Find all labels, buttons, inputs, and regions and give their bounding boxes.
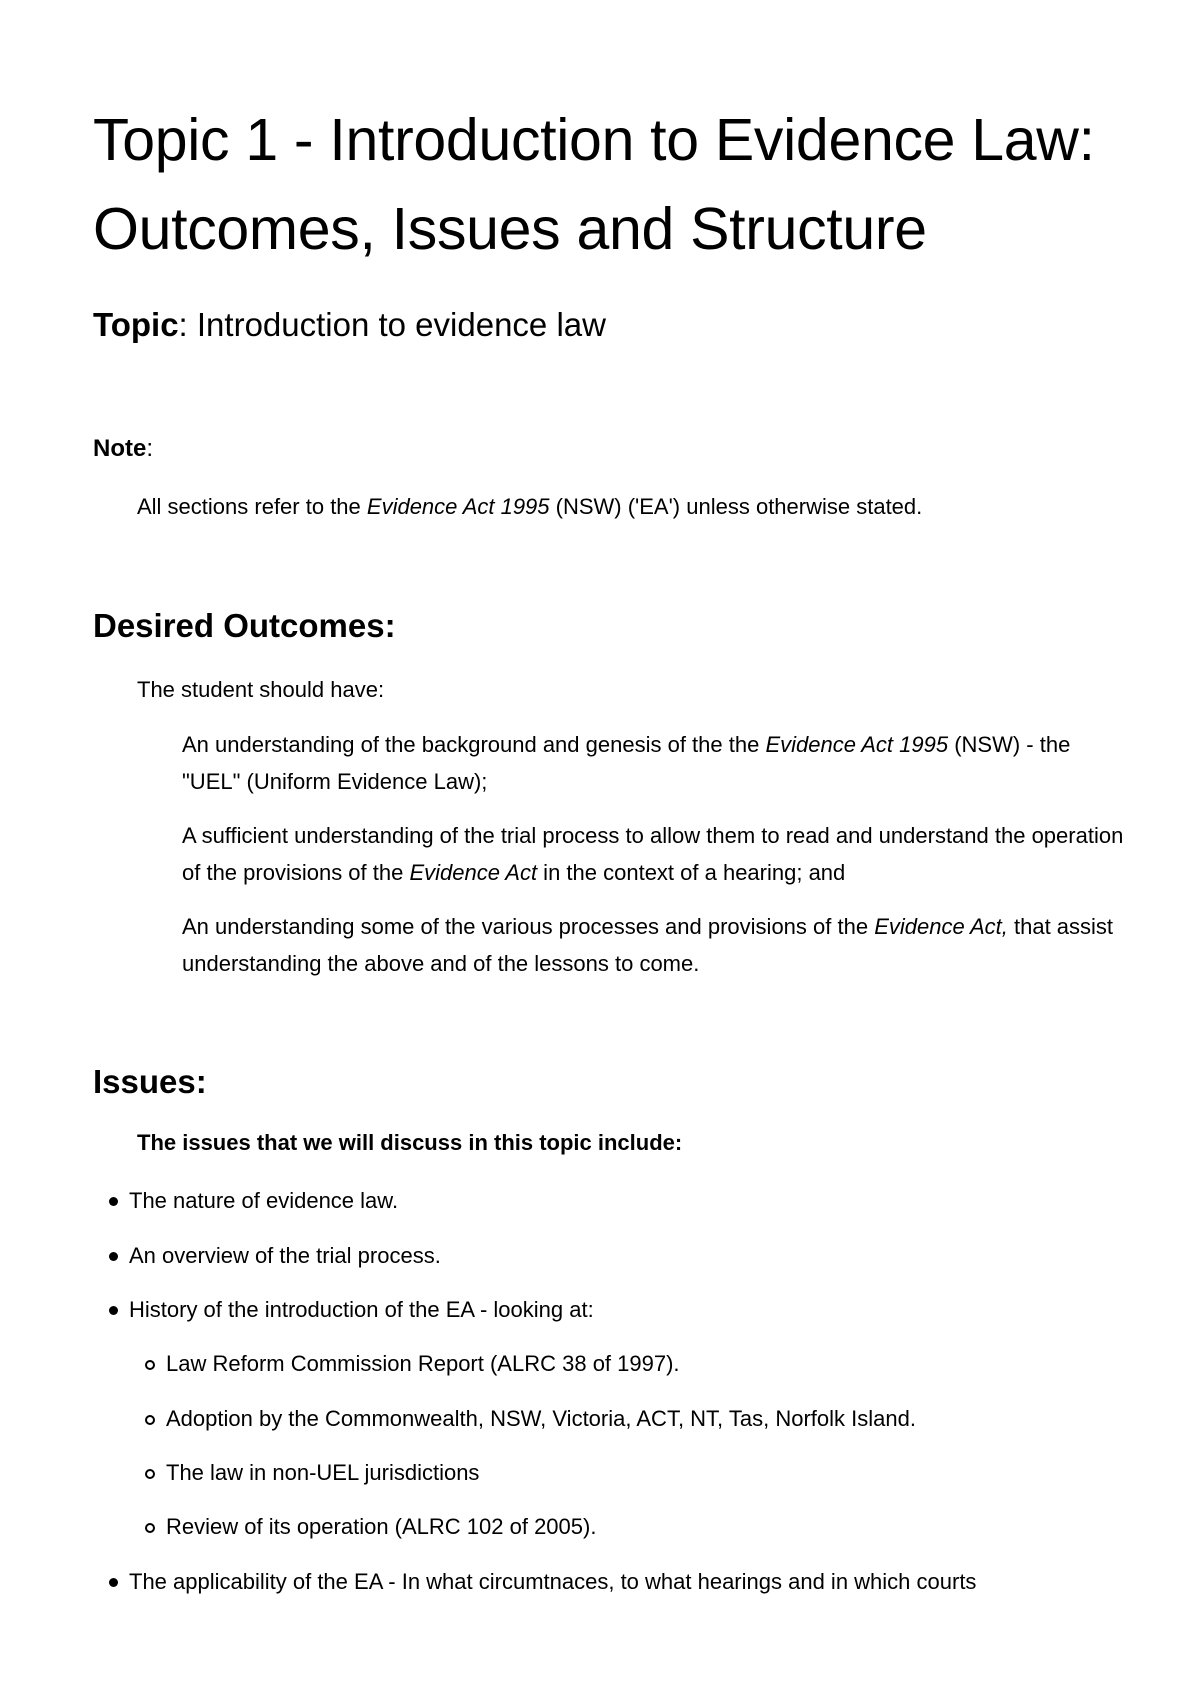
outcome-item <box>182 817 1132 891</box>
topic-line <box>93 303 606 347</box>
topic-text: : Introduction to evidence law <box>178 306 606 343</box>
bullet-dot-icon <box>109 1306 118 1315</box>
bullet-dot-icon <box>109 1578 118 1587</box>
outcome-item <box>182 726 1132 800</box>
issue-sub-bullet: Adoption by the Commonwealth, NSW, Victoria, ACT, NT, Tas, Norfolk Island. <box>166 1406 916 1431</box>
outcome-text-before: A sufficient understanding of the trial process to allow them to read and understand the operation of the provisions of the <box>182 823 1124 885</box>
bullet-ring-icon <box>145 1415 155 1425</box>
outcome-item <box>182 908 1132 982</box>
outcomes-lead: The student should have: <box>137 677 385 702</box>
outcomes-heading-text: Desired Outcomes <box>93 607 385 644</box>
note-label <box>93 432 153 466</box>
outcome-text-before: An understanding some of the various processes and provisions of the <box>182 914 875 939</box>
issue-sub-bullet: The law in non-UEL jurisdictions <box>166 1460 480 1485</box>
issue-sub-bullet: Review of its operation (ALRC 102 of 2005). <box>166 1514 597 1539</box>
bullet-ring-icon <box>145 1469 155 1479</box>
page-title: Topic 1 - Introduction to Evidence Law: Outcomes, Issues and Structure <box>93 107 1095 262</box>
issue-sub-bullet: Law Reform Commission Report (ALRC 38 of 1997). <box>166 1351 680 1376</box>
outcome-act-title: Evidence Act, <box>874 914 1008 939</box>
outcome-text-after: (NSW) - the "UEL" (Uniform Evidence Law); <box>182 732 1071 794</box>
bullet-dot-icon <box>109 1197 118 1206</box>
outcomes-heading-colon: : <box>384 607 396 644</box>
issue-bullet: The nature of evidence law. <box>129 1188 399 1213</box>
bullet-ring-icon <box>145 1523 155 1533</box>
note-label-text: Note <box>93 435 147 462</box>
issue-bullet: The applicability of the EA - In what circumtnaces, to what hearings and in which courts <box>129 1569 977 1594</box>
issues-lead: The issues that we will discuss in this topic include: <box>137 1130 683 1155</box>
note-text-before: All sections refer to the <box>137 494 367 519</box>
outcome-act-title: Evidence Act <box>409 860 538 885</box>
issues-heading: Issues: <box>93 1063 207 1100</box>
outcomes-heading <box>93 604 396 648</box>
outcome-text-before: An understanding of the background and genesis of the the <box>182 732 766 757</box>
note-text-after: (NSW) ('EA') unless otherwise stated. <box>549 494 923 519</box>
outcome-act-title: Evidence Act 1995 <box>765 732 949 757</box>
note-act-title: Evidence Act 1995 <box>366 494 550 519</box>
issue-bullet: History of the introduction of the EA - looking at: <box>129 1297 594 1322</box>
note-colon: : <box>146 435 154 462</box>
note-text <box>137 490 922 524</box>
outcome-text-after: that assist understanding the above and of the lessons to come. <box>182 914 1114 976</box>
outcome-text-after: in the context of a hearing; and <box>537 860 846 885</box>
topic-label: Topic <box>93 306 179 343</box>
bullet-ring-icon <box>145 1360 155 1370</box>
bullet-dot-icon <box>109 1252 118 1261</box>
issue-bullet: An overview of the trial process. <box>129 1243 441 1268</box>
